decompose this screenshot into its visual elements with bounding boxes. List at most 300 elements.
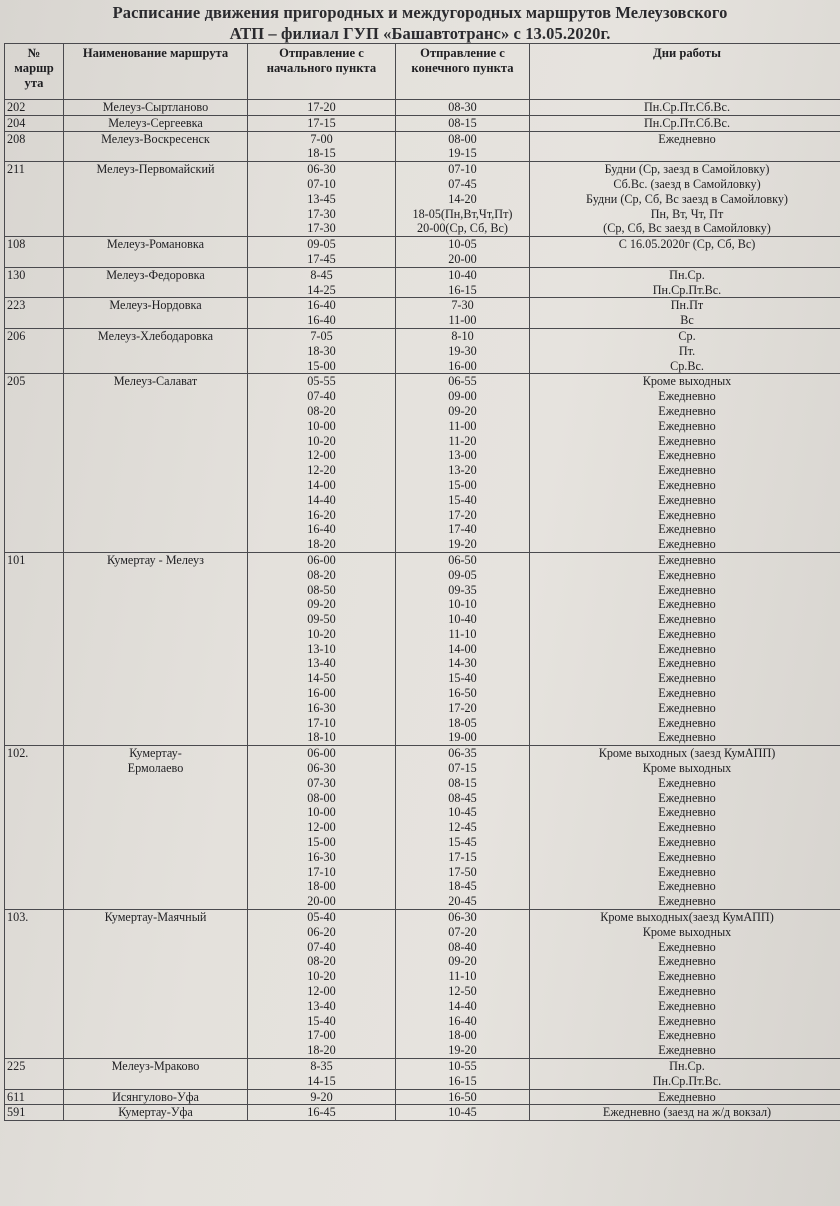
- operating-days: Ежедневно: [658, 433, 716, 448]
- operating-days-list: [530, 552, 840, 745]
- route-row: [5, 1105, 840, 1121]
- departure-start-time: 14-50: [307, 671, 336, 686]
- departure-end-time: 08-30: [448, 100, 477, 114]
- departure-start-time: 12-00: [307, 984, 336, 999]
- departure-end-time: 08-15: [448, 775, 477, 790]
- route-number: 130: [5, 267, 64, 298]
- departure-end-time: 18-00: [448, 1028, 477, 1043]
- departure-start-time: 16-40: [307, 313, 336, 328]
- departure-end-time: 16-00: [448, 358, 477, 373]
- operating-days-list: [530, 328, 840, 373]
- departure-start-time: 13-10: [307, 641, 336, 656]
- operating-days-list: [530, 1105, 840, 1121]
- departure-start-time: 07-40: [307, 389, 336, 404]
- departure-end-time: 14-30: [448, 656, 477, 671]
- departure-end-time-list: [396, 328, 530, 373]
- operating-days: Ежедневно: [658, 730, 716, 745]
- departure-end-time: 19-15: [448, 146, 477, 161]
- operating-days: Ежедневно: [658, 463, 716, 478]
- operating-days: Кроме выходных: [642, 374, 732, 389]
- departure-end-time: 20-00(Ср, Сб, Вс): [417, 221, 508, 236]
- departure-end-time: 09-05: [448, 567, 477, 582]
- departure-start-time-list: [248, 374, 396, 553]
- departure-end-time: 15-40: [448, 492, 477, 507]
- route-name: Кумертау-Маячный: [64, 910, 248, 1059]
- departure-start-time: 18-20: [307, 1043, 336, 1058]
- departure-start-time: 16-00: [307, 686, 336, 701]
- departure-start-time: 18-10: [307, 730, 336, 745]
- departure-end-time: 08-45: [448, 790, 477, 805]
- route-name: Кумертау - Мелеуз: [64, 552, 248, 745]
- operating-days: Ежедневно: [658, 626, 716, 641]
- departure-start-time: 06-30: [307, 162, 336, 177]
- departure-end-time: 7-30: [451, 298, 474, 313]
- departure-end-time-list: [396, 910, 530, 1059]
- departure-start-time: 08-00: [307, 790, 336, 805]
- departure-start-time: 05-40: [307, 910, 336, 925]
- departure-end-time: 12-50: [448, 984, 477, 999]
- operating-days: Ежедневно: [658, 1089, 716, 1104]
- operating-days: С 16.05.2020г (Ср, Сб, Вс): [618, 237, 756, 252]
- departure-end-time: 18-05(Пн,Вт,Чт,Пт): [412, 206, 513, 221]
- route-name: Мелеуз-Федоровка: [64, 267, 248, 298]
- operating-days: Ежедневно: [658, 597, 716, 612]
- route-name: Кумертау-Уфа: [64, 1105, 248, 1121]
- departure-end-time: 16-50: [448, 686, 477, 701]
- route-row: [5, 746, 840, 910]
- operating-days: Ср.Вс.: [670, 358, 704, 373]
- departure-start-time: 7-05: [310, 328, 333, 343]
- departure-start-time: 8-35: [310, 1059, 333, 1073]
- route-name: Мелеуз-Нордовка: [64, 298, 248, 329]
- departure-start-time: 07-40: [307, 939, 336, 954]
- operating-days: Ежедневно: [658, 612, 716, 627]
- departure-end-time: 19-30: [448, 343, 477, 358]
- operating-days: (Ср, Сб, Вс заезд в Самойловку): [603, 221, 771, 236]
- departure-start-time: 08-20: [307, 403, 336, 418]
- operating-days-list: [530, 910, 840, 1059]
- operating-days: Ежедневно: [658, 552, 716, 567]
- operating-days: Будни (Ср, Сб, Вс заезд в Самойловку): [586, 191, 788, 206]
- departure-start-time: 12-00: [307, 820, 336, 835]
- operating-days: Ежедневно: [658, 507, 716, 522]
- operating-days: Кроме выходных (заезд КумАПП): [598, 746, 776, 761]
- operating-days: Ежедневно: [658, 131, 716, 146]
- departure-start-time: 14-25: [307, 282, 336, 297]
- departure-end-time: 17-15: [448, 849, 477, 864]
- departure-end-time: 07-10: [448, 162, 477, 177]
- departure-start-time: 17-10: [307, 715, 336, 730]
- departure-start-time: 17-45: [307, 251, 336, 266]
- operating-days: Кроме выходных: [642, 924, 732, 939]
- route-row: [5, 1089, 840, 1105]
- departure-end-time: 12-45: [448, 820, 477, 835]
- route-number: 591: [5, 1105, 64, 1121]
- operating-days: Ежедневно: [658, 864, 716, 879]
- departure-start-time: 18-15: [307, 146, 336, 161]
- departure-start-time: 06-30: [307, 761, 336, 776]
- operating-days-list: [530, 115, 840, 131]
- departure-start-time: 7-00: [310, 131, 333, 146]
- operating-days: Ежедневно: [658, 1028, 716, 1043]
- departure-end-time-list: [396, 267, 530, 298]
- departure-start-time: 10-20: [307, 433, 336, 448]
- schedule-table: [4, 43, 840, 1121]
- route-row: [5, 374, 840, 553]
- departure-end-time: 07-45: [448, 176, 477, 191]
- route-name: Мелеуз-Салават: [64, 374, 248, 553]
- departure-start-time: 06-00: [307, 746, 336, 761]
- departure-start-time: 13-40: [307, 656, 336, 671]
- departure-start-time: 06-00: [307, 552, 336, 567]
- route-name: Мелеуз-Первомайский: [64, 162, 248, 237]
- route-number: 208: [5, 131, 64, 162]
- operating-days: Ежедневно: [658, 1043, 716, 1058]
- departure-end-time-list: [396, 1059, 530, 1090]
- operating-days: Ежедневно: [658, 700, 716, 715]
- route-name: Исянгулово-Уфа: [64, 1089, 248, 1105]
- departure-start-time-list: [248, 100, 396, 116]
- departure-end-time: 16-50: [448, 1089, 477, 1104]
- route-number: 202: [5, 100, 64, 116]
- departure-start-time: 17-15: [307, 115, 336, 130]
- operating-days: Ежедневно: [658, 403, 716, 418]
- operating-days: Ежедневно: [658, 656, 716, 671]
- departure-end-time: 09-20: [448, 403, 477, 418]
- operating-days-list: [530, 374, 840, 553]
- operating-days: Пн.Ср.: [669, 267, 705, 282]
- departure-end-time-list: [396, 374, 530, 553]
- departure-end-time: 06-30: [448, 910, 477, 925]
- departure-end-time: 10-40: [448, 267, 477, 282]
- departure-end-time-list: [396, 131, 530, 162]
- departure-end-time: 19-00: [448, 730, 477, 745]
- route-name: Мелеуз-Мраково: [64, 1059, 248, 1090]
- operating-days-list: [530, 298, 840, 329]
- title-line-2: АТП – филиал ГУП «Башавтотранс» с 13.05.2020г.: [229, 24, 611, 43]
- route-number: 103.: [5, 910, 64, 1059]
- operating-days: Пн.Ср.Пт.Сб.Вс.: [643, 115, 730, 130]
- departure-end-time-list: [396, 552, 530, 745]
- route-number: 611: [5, 1089, 64, 1105]
- departure-start-time: 10-20: [307, 626, 336, 641]
- departure-start-time-list: [248, 115, 396, 131]
- operating-days: Пн.Ср.Пт.Вс.: [652, 282, 722, 297]
- operating-days-list: [530, 131, 840, 162]
- operating-days: Ежедневно: [658, 969, 716, 984]
- departure-start-time: 14-40: [307, 492, 336, 507]
- departure-end-time: 19-20: [448, 537, 477, 552]
- operating-days: Пн.Ср.Пт.Сб.Вс.: [643, 100, 730, 114]
- route-name: Кумертау- Ермолаево: [64, 746, 248, 910]
- departure-end-time: 06-50: [448, 552, 477, 567]
- operating-days-list: [530, 237, 840, 268]
- route-number: 211: [5, 162, 64, 237]
- operating-days: Ср.: [678, 328, 696, 343]
- departure-end-time: 10-45: [448, 1105, 477, 1120]
- departure-start-time: 17-00: [307, 1028, 336, 1043]
- route-number: 102.: [5, 746, 64, 910]
- operating-days: Ежедневно: [658, 998, 716, 1013]
- operating-days: Ежедневно: [658, 879, 716, 894]
- departure-end-time: 20-45: [448, 894, 477, 909]
- departure-end-time-list: [396, 115, 530, 131]
- route-number: 225: [5, 1059, 64, 1090]
- departure-end-time: 18-05: [448, 715, 477, 730]
- route-number: 205: [5, 374, 64, 553]
- route-row: [5, 162, 840, 237]
- operating-days: Ежедневно: [658, 448, 716, 463]
- departure-start-time-list: [248, 1059, 396, 1090]
- departure-start-time: 16-40: [307, 522, 336, 537]
- departure-start-time: 06-20: [307, 924, 336, 939]
- departure-start-time: 10-20: [307, 969, 336, 984]
- operating-days: Пн.Пт: [670, 298, 704, 313]
- operating-days: Пн.Ср.: [669, 1059, 705, 1073]
- departure-start-time: 15-00: [307, 835, 336, 850]
- departure-start-time-list: [248, 746, 396, 910]
- header-departure-end: Отправление с конечного пункта: [396, 44, 530, 100]
- departure-start-time-list: [248, 1089, 396, 1105]
- departure-end-time: 16-15: [448, 1073, 477, 1088]
- operating-days: Ежедневно: [658, 894, 716, 909]
- route-row: [5, 298, 840, 329]
- departure-end-time: 17-20: [448, 507, 477, 522]
- operating-days-list: [530, 100, 840, 116]
- route-name: Мелеуз-Сыртланово: [64, 100, 248, 116]
- departure-end-time: 15-45: [448, 835, 477, 850]
- schedule-body: [5, 100, 840, 1121]
- departure-start-time: 13-45: [307, 191, 336, 206]
- title-line-1: Расписание движения пригородных и междугородных маршрутов Мелеузовского: [112, 3, 728, 22]
- departure-start-time: 16-45: [307, 1105, 336, 1120]
- route-name: Мелеуз-Сергеевка: [64, 115, 248, 131]
- operating-days-list: [530, 267, 840, 298]
- departure-end-time: 14-00: [448, 641, 477, 656]
- operating-days: Ежедневно: [658, 686, 716, 701]
- header-row: [5, 44, 840, 100]
- departure-end-time: 14-40: [448, 998, 477, 1013]
- operating-days: Ежедневно: [658, 954, 716, 969]
- departure-end-time: 08-40: [448, 939, 477, 954]
- departure-start-time: 08-20: [307, 954, 336, 969]
- operating-days: Ежедневно: [658, 567, 716, 582]
- operating-days: [532, 146, 840, 161]
- departure-start-time: 9-20: [310, 1089, 333, 1104]
- departure-start-time: 09-50: [307, 612, 336, 627]
- operating-days-list: [530, 746, 840, 910]
- operating-days: Ежедневно: [658, 537, 716, 552]
- departure-start-time-list: [248, 237, 396, 268]
- departure-start-time: 18-30: [307, 343, 336, 358]
- departure-end-time-list: [396, 746, 530, 910]
- departure-end-time: 10-10: [448, 597, 477, 612]
- operating-days: Пт.: [678, 343, 696, 358]
- departure-end-time: 13-00: [448, 448, 477, 463]
- departure-end-time: 17-50: [448, 864, 477, 879]
- route-row: [5, 131, 840, 162]
- operating-days: Пн, Вт, Чт, Пт: [650, 206, 724, 221]
- operating-days: Сб.Вс. (заезд в Самойловку): [613, 176, 761, 191]
- departure-end-time: 10-45: [448, 805, 477, 820]
- departure-end-time: 06-55: [448, 374, 477, 389]
- header-days: Дни работы: [530, 44, 840, 100]
- departure-end-time: 11-10: [448, 626, 477, 641]
- departure-start-time-list: [248, 298, 396, 329]
- departure-start-time: 09-05: [307, 237, 336, 252]
- departure-end-time: 20-00: [448, 251, 477, 266]
- departure-start-time: 16-20: [307, 507, 336, 522]
- route-number: 223: [5, 298, 64, 329]
- operating-days-list: [530, 162, 840, 237]
- departure-start-time: 15-40: [307, 1013, 336, 1028]
- header-route-number: № маршр ута: [5, 44, 64, 100]
- route-row: [5, 115, 840, 131]
- header-route-name: Наименование маршрута: [64, 44, 248, 100]
- departure-end-time: 08-15: [448, 115, 477, 130]
- departure-end-time: 17-40: [448, 522, 477, 537]
- operating-days: Ежедневно: [658, 805, 716, 820]
- operating-days: Ежедневно: [658, 477, 716, 492]
- departure-start-time: 14-15: [307, 1073, 336, 1088]
- departure-start-time-list: [248, 162, 396, 237]
- departure-start-time: 17-30: [307, 206, 336, 221]
- departure-end-time: 09-20: [448, 954, 477, 969]
- departure-end-time: 11-10: [448, 969, 477, 984]
- route-name: Мелеуз-Хлебодаровка: [64, 328, 248, 373]
- departure-start-time: 16-40: [307, 298, 336, 313]
- departure-end-time: 08-00: [448, 131, 477, 146]
- departure-end-time-list: [396, 162, 530, 237]
- departure-start-time: 08-20: [307, 567, 336, 582]
- operating-days: Ежедневно: [658, 849, 716, 864]
- route-row: [5, 237, 840, 268]
- departure-start-time-list: [248, 910, 396, 1059]
- departure-end-time: 16-40: [448, 1013, 477, 1028]
- route-number: 108: [5, 237, 64, 268]
- operating-days: Ежедневно: [658, 1013, 716, 1028]
- departure-end-time: 10-05: [448, 237, 477, 252]
- departure-end-time: 07-20: [448, 924, 477, 939]
- operating-days: Ежедневно: [658, 671, 716, 686]
- operating-days: Ежедневно: [658, 715, 716, 730]
- operating-days: Вс: [680, 313, 694, 328]
- route-row: [5, 100, 840, 116]
- departure-end-time: 07-15: [448, 761, 477, 776]
- operating-days-list: [530, 1059, 840, 1090]
- departure-end-time: 11-20: [448, 433, 477, 448]
- departure-start-time: 07-10: [307, 176, 336, 191]
- operating-days: Кроме выходных(заезд КумАПП): [600, 910, 774, 925]
- departure-end-time: 10-55: [448, 1059, 477, 1073]
- departure-end-time: 15-00: [448, 477, 477, 492]
- departure-end-time-list: [396, 1089, 530, 1105]
- departure-start-time: 16-30: [307, 700, 336, 715]
- departure-start-time: 16-30: [307, 849, 336, 864]
- operating-days: Ежедневно: [658, 492, 716, 507]
- departure-end-time: 11-00: [448, 313, 477, 328]
- operating-days-list: [530, 1089, 840, 1105]
- departure-start-time-list: [248, 267, 396, 298]
- departure-end-time: 15-40: [448, 671, 477, 686]
- document-title: [0, 2, 840, 44]
- departure-end-time: 10-40: [448, 612, 477, 627]
- departure-start-time-list: [248, 328, 396, 373]
- route-name: Мелеуз-Романовка: [64, 237, 248, 268]
- route-row: [5, 267, 840, 298]
- operating-days: Ежедневно: [658, 790, 716, 805]
- departure-end-time: 16-15: [448, 282, 477, 297]
- departure-start-time: 17-30: [307, 221, 336, 236]
- departure-end-time: 8-10: [451, 328, 474, 343]
- header-departure-start: Отправление с начального пункта: [248, 44, 396, 100]
- departure-start-time: 10-00: [307, 805, 336, 820]
- departure-end-time: 19-20: [448, 1043, 477, 1058]
- departure-start-time: 05-55: [307, 374, 336, 389]
- departure-end-time: 13-20: [448, 463, 477, 478]
- departure-end-time-list: [396, 298, 530, 329]
- departure-end-time: 09-00: [448, 389, 477, 404]
- departure-end-time-list: [396, 1105, 530, 1121]
- departure-end-time: 18-45: [448, 879, 477, 894]
- operating-days: Пн.Ср.Пт.Вс.: [652, 1073, 722, 1088]
- operating-days: Ежедневно: [658, 418, 716, 433]
- route-row: [5, 328, 840, 373]
- operating-days: Ежедневно: [658, 582, 716, 597]
- departure-start-time: 07-30: [307, 775, 336, 790]
- departure-start-time: 8-45: [310, 267, 333, 282]
- departure-end-time: 06-35: [448, 746, 477, 761]
- operating-days: Ежедневно: [658, 820, 716, 835]
- operating-days: Ежедневно: [658, 939, 716, 954]
- departure-start-time: 18-20: [307, 537, 336, 552]
- departure-end-time: 09-35: [448, 582, 477, 597]
- operating-days: Будни (Ср, заезд в Самойловку): [604, 162, 770, 177]
- route-row: [5, 552, 840, 745]
- operating-days: Ежедневно (заезд на ж/д вокзал): [602, 1105, 772, 1120]
- operating-days: Ежедневно: [658, 641, 716, 656]
- route-row: [5, 1059, 840, 1090]
- operating-days: Кроме выходных: [642, 761, 732, 776]
- departure-start-time: 17-10: [307, 864, 336, 879]
- operating-days: Ежедневно: [658, 984, 716, 999]
- departure-start-time: 18-00: [307, 879, 336, 894]
- departure-start-time: 12-20: [307, 463, 336, 478]
- departure-end-time-list: [396, 100, 530, 116]
- route-row: [5, 910, 840, 1059]
- operating-days: [532, 252, 840, 267]
- operating-days: Ежедневно: [658, 775, 716, 790]
- departure-start-time-list: [248, 131, 396, 162]
- departure-end-time-list: [396, 237, 530, 268]
- departure-start-time: 12-00: [307, 448, 336, 463]
- departure-start-time: 08-50: [307, 582, 336, 597]
- route-name: Мелеуз-Воскресенск: [64, 131, 248, 162]
- route-number: 101: [5, 552, 64, 745]
- route-number: 204: [5, 115, 64, 131]
- departure-start-time: 10-00: [307, 418, 336, 433]
- operating-days: Ежедневно: [658, 522, 716, 537]
- departure-start-time: 17-20: [307, 100, 336, 114]
- departure-start-time-list: [248, 552, 396, 745]
- route-number: 206: [5, 328, 64, 373]
- departure-start-time-list: [248, 1105, 396, 1121]
- departure-end-time: 14-20: [448, 191, 477, 206]
- departure-start-time: 20-00: [307, 894, 336, 909]
- departure-start-time: 13-40: [307, 998, 336, 1013]
- operating-days: Ежедневно: [658, 835, 716, 850]
- departure-start-time: 14-00: [307, 477, 336, 492]
